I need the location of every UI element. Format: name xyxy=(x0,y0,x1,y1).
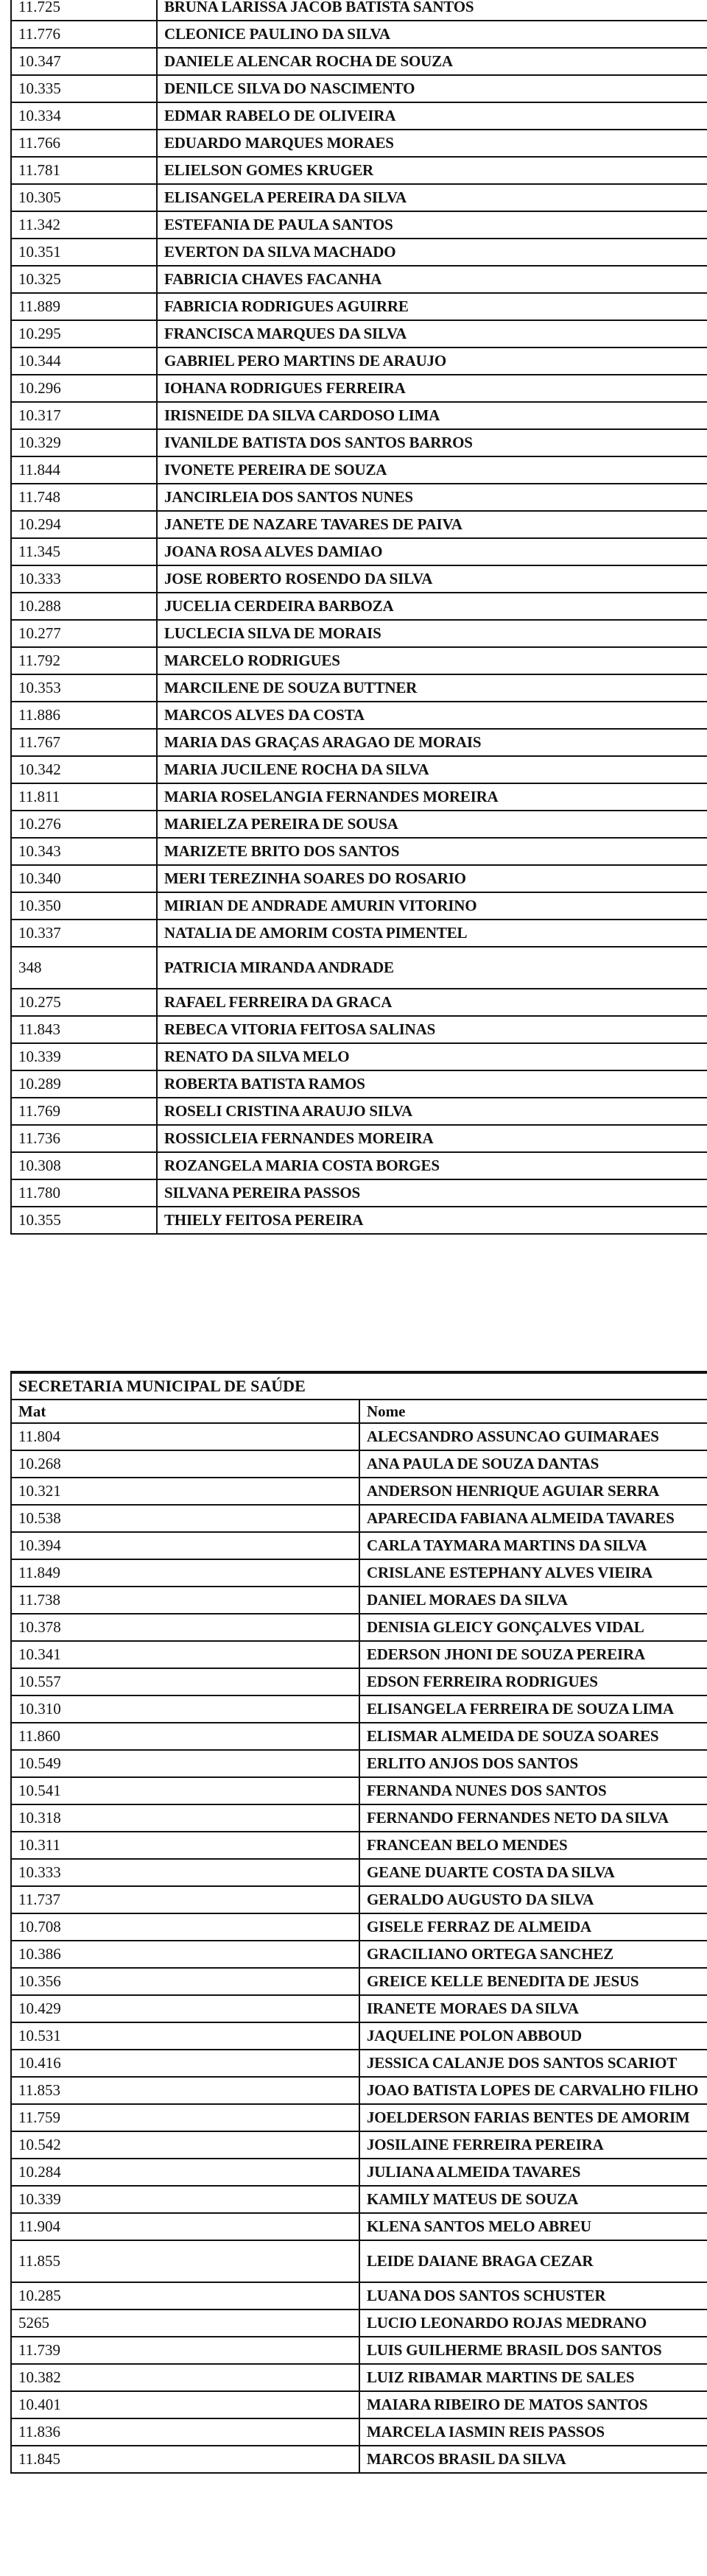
table-row xyxy=(11,511,707,538)
mat-cell: 10.355 xyxy=(11,1207,157,1234)
table-row xyxy=(11,1941,707,1968)
table-row xyxy=(11,102,707,130)
nome-cell: LEIDE DAIANE BRAGA CEZAR xyxy=(359,2240,707,2282)
mat-cell: 10.549 xyxy=(11,1750,359,1777)
table-row xyxy=(11,2077,707,2104)
table-row xyxy=(11,1450,707,1478)
nome-cell: APARECIDA FABIANA ALMEIDA TAVARES xyxy=(359,1505,707,1532)
mat-cell: 10.378 xyxy=(11,1614,359,1641)
nome-cell: ROSELI CRISTINA ARAUJO SILVA xyxy=(157,1098,707,1125)
mat-cell: 10.347 xyxy=(11,48,157,75)
mat-cell: 10.343 xyxy=(11,838,157,865)
section-title-row xyxy=(11,1372,707,1400)
nome-cell: GRACILIANO ORTEGA SANCHEZ xyxy=(359,1941,707,1968)
table-row xyxy=(11,2446,707,2473)
mat-cell: 11.860 xyxy=(11,1723,359,1750)
table-row xyxy=(11,2282,707,2309)
nome-cell: DANIELE ALENCAR ROCHA DE SOUZA xyxy=(157,48,707,75)
nome-cell: GEANE DUARTE COSTA DA SILVA xyxy=(359,1859,707,1886)
mat-cell: 10.542 xyxy=(11,2131,359,2159)
nome-cell: FRANCEAN BELO MENDES xyxy=(359,1832,707,1859)
table-row xyxy=(11,2159,707,2186)
nome-cell: IVANILDE BATISTA DOS SANTOS BARROS xyxy=(157,429,707,456)
table-row xyxy=(11,729,707,756)
table-row xyxy=(11,130,707,157)
table-row xyxy=(11,565,707,593)
table-row xyxy=(11,402,707,429)
nome-cell: IVONETE PEREIRA DE SOUZA xyxy=(157,456,707,484)
mat-cell: 10.317 xyxy=(11,402,157,429)
nome-cell: LUCLECIA SILVA DE MORAIS xyxy=(157,620,707,647)
table-row xyxy=(11,2337,707,2364)
table-row xyxy=(11,1886,707,1913)
nome-cell: JANETE DE NAZARE TAVARES DE PAIVA xyxy=(157,511,707,538)
mat-cell: 10.294 xyxy=(11,511,157,538)
mat-cell: 10.708 xyxy=(11,1913,359,1941)
nome-cell: NATALIA DE AMORIM COSTA PIMENTEL xyxy=(157,920,707,947)
table-row xyxy=(11,647,707,674)
table-row xyxy=(11,2022,707,2050)
nome-cell: LUIZ RIBAMAR MARTINS DE SALES xyxy=(359,2364,707,2391)
nome-cell: JAQUELINE POLON ABBOUD xyxy=(359,2022,707,2050)
mat-cell: 11.342 xyxy=(11,211,157,239)
mat-cell: 10.305 xyxy=(11,184,157,211)
nome-cell: DENILCE SILVA DO NASCIMENTO xyxy=(157,75,707,102)
nome-cell: ELIELSON GOMES KRUGER xyxy=(157,157,707,184)
mat-cell: 11.855 xyxy=(11,2240,359,2282)
table-row xyxy=(11,1532,707,1559)
table-row xyxy=(11,75,707,102)
nome-cell: JANCIRLEIA DOS SANTOS NUNES xyxy=(157,484,707,511)
mat-cell: 10.541 xyxy=(11,1777,359,1804)
table-row xyxy=(11,48,707,75)
nome-cell: IRISNEIDE DA SILVA CARDOSO LIMA xyxy=(157,402,707,429)
mat-cell: 11.776 xyxy=(11,21,157,48)
column-header-mat: Mat xyxy=(11,1400,359,1423)
mat-cell: 10.335 xyxy=(11,75,157,102)
nome-cell: JULIANA ALMEIDA TAVARES xyxy=(359,2159,707,2186)
table-row xyxy=(11,2186,707,2213)
mat-cell: 10.339 xyxy=(11,1043,157,1070)
table-row xyxy=(11,484,707,511)
table-row xyxy=(11,2418,707,2446)
nome-cell: MIRIAN DE ANDRADE AMURIN VITORINO xyxy=(157,892,707,920)
table-row xyxy=(11,989,707,1016)
table-row xyxy=(11,21,707,48)
nome-cell: DENISIA GLEICY GONÇALVES VIDAL xyxy=(359,1614,707,1641)
nome-cell: ANA PAULA DE SOUZA DANTAS xyxy=(359,1450,707,1478)
nome-cell: KLENA SANTOS MELO ABREU xyxy=(359,2213,707,2240)
nome-cell: FABRICIA CHAVES FACANHA xyxy=(157,266,707,293)
nome-cell: BRUNA LARISSA JACOB BATISTA SANTOS xyxy=(157,0,707,21)
mat-cell: 10.337 xyxy=(11,920,157,947)
mat-cell: 10.318 xyxy=(11,1804,359,1832)
nome-cell: JESSICA CALANJE DOS SANTOS SCARIOT xyxy=(359,2050,707,2077)
table-row xyxy=(11,947,707,989)
table-row xyxy=(11,1559,707,1587)
table-row xyxy=(11,2131,707,2159)
nome-cell: FRANCISCA MARQUES DA SILVA xyxy=(157,320,707,347)
table-row xyxy=(11,375,707,402)
nome-cell: MARCELO RODRIGUES xyxy=(157,647,707,674)
nome-cell: THIELY FEITOSA PEREIRA xyxy=(157,1207,707,1234)
mat-cell: 11.889 xyxy=(11,293,157,320)
nome-cell: ANDERSON HENRIQUE AGUIAR SERRA xyxy=(359,1478,707,1505)
nome-cell: ERLITO ANJOS DOS SANTOS xyxy=(359,1750,707,1777)
nome-cell: MARCOS ALVES DA COSTA xyxy=(157,702,707,729)
mat-cell: 10.276 xyxy=(11,811,157,838)
table-row xyxy=(11,811,707,838)
mat-cell: 10.401 xyxy=(11,2391,359,2418)
mat-cell: 11.725 xyxy=(11,0,157,21)
table-row xyxy=(11,1505,707,1532)
table-row xyxy=(11,1695,707,1723)
nome-cell: MARCELA IASMIN REIS PASSOS xyxy=(359,2418,707,2446)
mat-cell: 10.333 xyxy=(11,1859,359,1886)
mat-cell: 11.844 xyxy=(11,456,157,484)
table-row xyxy=(11,2364,707,2391)
mat-cell: 11.738 xyxy=(11,1587,359,1614)
mat-cell: 11.736 xyxy=(11,1125,157,1152)
mat-cell: 10.531 xyxy=(11,2022,359,2050)
nome-cell: ROSSICLEIA FERNANDES MOREIRA xyxy=(157,1125,707,1152)
mat-cell: 11.792 xyxy=(11,647,157,674)
mat-cell: 10.268 xyxy=(11,1450,359,1478)
nome-cell: LUANA DOS SANTOS SCHUSTER xyxy=(359,2282,707,2309)
mat-cell: 11.780 xyxy=(11,1179,157,1207)
nome-cell: EDMAR RABELO DE OLIVEIRA xyxy=(157,102,707,130)
mat-cell: 10.277 xyxy=(11,620,157,647)
mat-cell: 11.345 xyxy=(11,538,157,565)
table-row xyxy=(11,1478,707,1505)
mat-cell: 10.275 xyxy=(11,989,157,1016)
table-row xyxy=(11,2309,707,2337)
nome-cell: SILVANA PEREIRA PASSOS xyxy=(157,1179,707,1207)
nome-cell: MARCILENE DE SOUZA BUTTNER xyxy=(157,674,707,702)
nome-cell: MERI TEREZINHA SOARES DO ROSARIO xyxy=(157,865,707,892)
mat-cell: 10.350 xyxy=(11,892,157,920)
nome-cell: JOSILAINE FERREIRA PEREIRA xyxy=(359,2131,707,2159)
mat-cell: 10.340 xyxy=(11,865,157,892)
table-row xyxy=(11,674,707,702)
nome-cell: ROBERTA BATISTA RAMOS xyxy=(157,1070,707,1098)
table-row xyxy=(11,593,707,620)
mat-cell: 10.329 xyxy=(11,429,157,456)
table-row xyxy=(11,1777,707,1804)
table-row xyxy=(11,838,707,865)
table-row xyxy=(11,0,707,21)
nome-cell: JOANA ROSA ALVES DAMIAO xyxy=(157,538,707,565)
mat-cell: 11.748 xyxy=(11,484,157,511)
column-header-nome: Nome xyxy=(359,1400,707,1423)
nome-cell: JUCELIA CERDEIRA BARBOZA xyxy=(157,593,707,620)
column-header-row xyxy=(11,1400,707,1423)
mat-cell: 11.781 xyxy=(11,157,157,184)
mat-cell: 10.321 xyxy=(11,1478,359,1505)
mat-cell: 10.353 xyxy=(11,674,157,702)
mat-cell: 10.416 xyxy=(11,2050,359,2077)
nome-cell: FABRICIA RODRIGUES AGUIRRE xyxy=(157,293,707,320)
table-row xyxy=(11,456,707,484)
table-row xyxy=(11,1723,707,1750)
mat-cell: 11.845 xyxy=(11,2446,359,2473)
table-row xyxy=(11,2391,707,2418)
mat-cell: 10.394 xyxy=(11,1532,359,1559)
mat-cell: 10.325 xyxy=(11,266,157,293)
table-row xyxy=(11,620,707,647)
mat-cell: 11.766 xyxy=(11,130,157,157)
table-row xyxy=(11,1070,707,1098)
mat-cell: 11.843 xyxy=(11,1016,157,1043)
table-row xyxy=(11,1750,707,1777)
table-row xyxy=(11,1614,707,1641)
table-row xyxy=(11,347,707,375)
mat-cell: 10.429 xyxy=(11,1995,359,2022)
mat-cell: 10.344 xyxy=(11,347,157,375)
table-row xyxy=(11,1995,707,2022)
table-row xyxy=(11,2213,707,2240)
table-row xyxy=(11,1968,707,1995)
nome-cell: CRISLANE ESTEPHANY ALVES VIEIRA xyxy=(359,1559,707,1587)
table-row xyxy=(11,320,707,347)
table-row xyxy=(11,1125,707,1152)
mat-cell: 10.351 xyxy=(11,239,157,266)
nome-cell: MARIA ROSELANGIA FERNANDES MOREIRA xyxy=(157,783,707,811)
table-row xyxy=(11,1043,707,1070)
nome-cell: JOSE ROBERTO ROSENDO DA SILVA xyxy=(157,565,707,593)
table-row xyxy=(11,1207,707,1234)
nome-cell: RAFAEL FERREIRA DA GRACA xyxy=(157,989,707,1016)
table-row xyxy=(11,1152,707,1179)
nome-cell: ESTEFANIA DE PAULA SANTOS xyxy=(157,211,707,239)
health-secretariat-table xyxy=(10,1371,707,2474)
nome-cell: IOHANA RODRIGUES FERREIRA xyxy=(157,375,707,402)
table-row xyxy=(11,1859,707,1886)
nome-cell: EDSON FERREIRA RODRIGUES xyxy=(359,1668,707,1695)
table-row xyxy=(11,266,707,293)
table-row xyxy=(11,1098,707,1125)
table-row xyxy=(11,702,707,729)
mat-cell: 10.284 xyxy=(11,2159,359,2186)
table-row xyxy=(11,865,707,892)
table-row xyxy=(11,1668,707,1695)
nome-cell: MARCOS BRASIL DA SILVA xyxy=(359,2446,707,2473)
mat-cell: 11.739 xyxy=(11,2337,359,2364)
table-row xyxy=(11,211,707,239)
table-row xyxy=(11,429,707,456)
table-row xyxy=(11,239,707,266)
nome-cell: MARIA DAS GRAÇAS ARAGAO DE MORAIS xyxy=(157,729,707,756)
nome-cell: CLEONICE PAULINO DA SILVA xyxy=(157,21,707,48)
nome-cell: ELISANGELA PEREIRA DA SILVA xyxy=(157,184,707,211)
mat-cell: 11.759 xyxy=(11,2104,359,2131)
mat-cell: 11.886 xyxy=(11,702,157,729)
nome-cell: GABRIEL PERO MARTINS DE ARAUJO xyxy=(157,347,707,375)
mat-cell: 10.289 xyxy=(11,1070,157,1098)
nome-cell: CARLA TAYMARA MARTINS DA SILVA xyxy=(359,1532,707,1559)
table-row xyxy=(11,2050,707,2077)
mat-cell: 10.382 xyxy=(11,2364,359,2391)
health-secretariat-table-body xyxy=(11,1372,707,2473)
nome-cell: PATRICIA MIRANDA ANDRADE xyxy=(157,947,707,989)
mat-cell: 348 xyxy=(11,947,157,989)
nome-cell: EDERSON JHONI DE SOUZA PEREIRA xyxy=(359,1641,707,1668)
mat-cell: 10.339 xyxy=(11,2186,359,2213)
table-row xyxy=(11,783,707,811)
nome-cell: IRANETE MORAES DA SILVA xyxy=(359,1995,707,2022)
staff-table xyxy=(10,0,707,1235)
mat-cell: 11.811 xyxy=(11,783,157,811)
mat-cell: 5265 xyxy=(11,2309,359,2337)
mat-cell: 11.769 xyxy=(11,1098,157,1125)
mat-cell: 11.804 xyxy=(11,1423,359,1450)
mat-cell: 10.538 xyxy=(11,1505,359,1532)
table-row xyxy=(11,1804,707,1832)
table-row xyxy=(11,920,707,947)
nome-cell: GISELE FERRAZ DE ALMEIDA xyxy=(359,1913,707,1941)
table-row xyxy=(11,756,707,783)
table-row xyxy=(11,1016,707,1043)
mat-cell: 10.308 xyxy=(11,1152,157,1179)
table-row xyxy=(11,1832,707,1859)
mat-cell: 10.285 xyxy=(11,2282,359,2309)
mat-cell: 10.310 xyxy=(11,1695,359,1723)
nome-cell: ELISANGELA FERREIRA DE SOUZA LIMA xyxy=(359,1695,707,1723)
nome-cell: GREICE KELLE BENEDITA DE JESUS xyxy=(359,1968,707,1995)
table-row xyxy=(11,2240,707,2282)
mat-cell: 10.333 xyxy=(11,565,157,593)
mat-cell: 10.295 xyxy=(11,320,157,347)
nome-cell: GERALDO AUGUSTO DA SILVA xyxy=(359,1886,707,1913)
mat-cell: 10.557 xyxy=(11,1668,359,1695)
nome-cell: MAIARA RIBEIRO DE MATOS SANTOS xyxy=(359,2391,707,2418)
nome-cell: MARIZETE BRITO DOS SANTOS xyxy=(157,838,707,865)
mat-cell: 10.341 xyxy=(11,1641,359,1668)
table-row xyxy=(11,293,707,320)
table-row xyxy=(11,538,707,565)
nome-cell: EDUARDO MARQUES MORAES xyxy=(157,130,707,157)
nome-cell: REBECA VITORIA FEITOSA SALINAS xyxy=(157,1016,707,1043)
mat-cell: 10.288 xyxy=(11,593,157,620)
nome-cell: FERNANDA NUNES DOS SANTOS xyxy=(359,1777,707,1804)
mat-cell: 11.849 xyxy=(11,1559,359,1587)
table-row xyxy=(11,892,707,920)
table-row xyxy=(11,1423,707,1450)
table-row xyxy=(11,1179,707,1207)
mat-cell: 11.767 xyxy=(11,729,157,756)
nome-cell: ALECSANDRO ASSUNCAO GUIMARAES xyxy=(359,1423,707,1450)
nome-cell: ROZANGELA MARIA COSTA BORGES xyxy=(157,1152,707,1179)
mat-cell: 10.356 xyxy=(11,1968,359,1995)
mat-cell: 10.386 xyxy=(11,1941,359,1968)
nome-cell: ELISMAR ALMEIDA DE SOUZA SOARES xyxy=(359,1723,707,1750)
mat-cell: 10.342 xyxy=(11,756,157,783)
mat-cell: 10.296 xyxy=(11,375,157,402)
staff-table-body xyxy=(11,0,707,1234)
mat-cell: 11.904 xyxy=(11,2213,359,2240)
table-row xyxy=(11,2104,707,2131)
nome-cell: MARIA JUCILENE ROCHA DA SILVA xyxy=(157,756,707,783)
nome-cell: LUIS GUILHERME BRASIL DOS SANTOS xyxy=(359,2337,707,2364)
table-row xyxy=(11,1587,707,1614)
table-row xyxy=(11,1641,707,1668)
nome-cell: JOELDERSON FARIAS BENTES DE AMORIM xyxy=(359,2104,707,2131)
mat-cell: 11.853 xyxy=(11,2077,359,2104)
mat-cell: 11.737 xyxy=(11,1886,359,1913)
nome-cell: RENATO DA SILVA MELO xyxy=(157,1043,707,1070)
nome-cell: LUCIO LEONARDO ROJAS MEDRANO xyxy=(359,2309,707,2337)
nome-cell: KAMILY MATEUS DE SOUZA xyxy=(359,2186,707,2213)
nome-cell: FERNANDO FERNANDES NETO DA SILVA xyxy=(359,1804,707,1832)
nome-cell: MARIELZA PEREIRA DE SOUSA xyxy=(157,811,707,838)
table-row xyxy=(11,184,707,211)
table-row xyxy=(11,1913,707,1941)
nome-cell: EVERTON DA SILVA MACHADO xyxy=(157,239,707,266)
mat-cell: 11.836 xyxy=(11,2418,359,2446)
table-row xyxy=(11,157,707,184)
nome-cell: JOAO BATISTA LOPES DE CARVALHO FILHO xyxy=(359,2077,707,2104)
nome-cell: DANIEL MORAES DA SILVA xyxy=(359,1587,707,1614)
section-title: SECRETARIA MUNICIPAL DE SAÚDE xyxy=(11,1372,707,1400)
mat-cell: 10.311 xyxy=(11,1832,359,1859)
mat-cell: 10.334 xyxy=(11,102,157,130)
